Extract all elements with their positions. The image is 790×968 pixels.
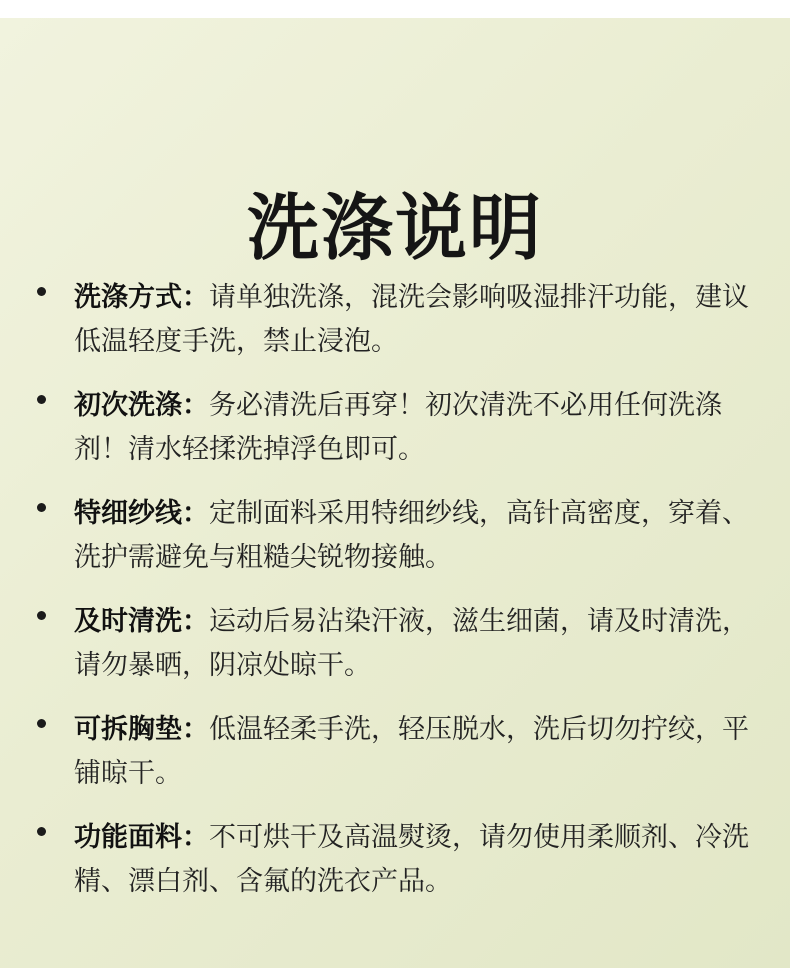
bullet-icon: [37, 395, 46, 404]
instruction-item-first-wash: [0, 384, 790, 492]
instruction-description: 务必清洗后再穿！初次清洗不必用任何洗涤剂！清水轻揉洗掉浮色即可。: [74, 390, 722, 465]
bullet-icon: [37, 287, 46, 296]
page-title: 洗涤说明: [246, 186, 543, 271]
instruction-text: [74, 600, 764, 688]
instruction-text: [74, 816, 764, 904]
instruction-item-prompt-cleaning: [0, 600, 790, 708]
instruction-description: 低温轻柔手洗，轻压脱水，洗后切勿拧绞，平铺晾干。: [74, 714, 749, 789]
bullet-icon: [37, 611, 46, 620]
instruction-label: 功能面料：: [74, 822, 209, 853]
instruction-label: 及时清洗：: [74, 606, 209, 637]
bullet-icon: [37, 503, 46, 512]
instruction-text: [74, 384, 764, 472]
instruction-list: [0, 276, 790, 924]
instruction-text: [74, 708, 764, 796]
instruction-text: [74, 492, 764, 580]
instruction-label: 初次洗涤：: [74, 390, 209, 421]
instruction-description: 不可烘干及高温熨烫，请勿使用柔顺剂、冷洗精、漂白剂、含氟的洗衣产品。: [74, 822, 749, 897]
instruction-label: 可拆胸垫：: [74, 714, 209, 745]
instruction-description: 定制面料采用特细纱线，高针高密度，穿着、洗护需避免与粗糙尖锐物接触。: [74, 498, 749, 573]
instruction-item-functional-fabric: [0, 816, 790, 924]
instruction-item-fine-yarn: [0, 492, 790, 600]
instruction-item-removable-pads: [0, 708, 790, 816]
washing-instructions-page: [0, 18, 790, 968]
instruction-label: 洗涤方式：: [74, 282, 209, 313]
instruction-description: 请单独洗涤，混洗会影响吸湿排汗功能，建议低温轻度手洗，禁止浸泡。: [74, 282, 749, 357]
instruction-item-washing-method: [0, 276, 790, 384]
instruction-label: 特细纱线：: [74, 498, 209, 529]
bullet-icon: [37, 827, 46, 836]
instruction-text: [74, 276, 764, 364]
bullet-icon: [37, 719, 46, 728]
instruction-description: 运动后易沾染汗液，滋生细菌，请及时清洗，请勿暴晒，阴凉处晾干。: [74, 606, 749, 681]
